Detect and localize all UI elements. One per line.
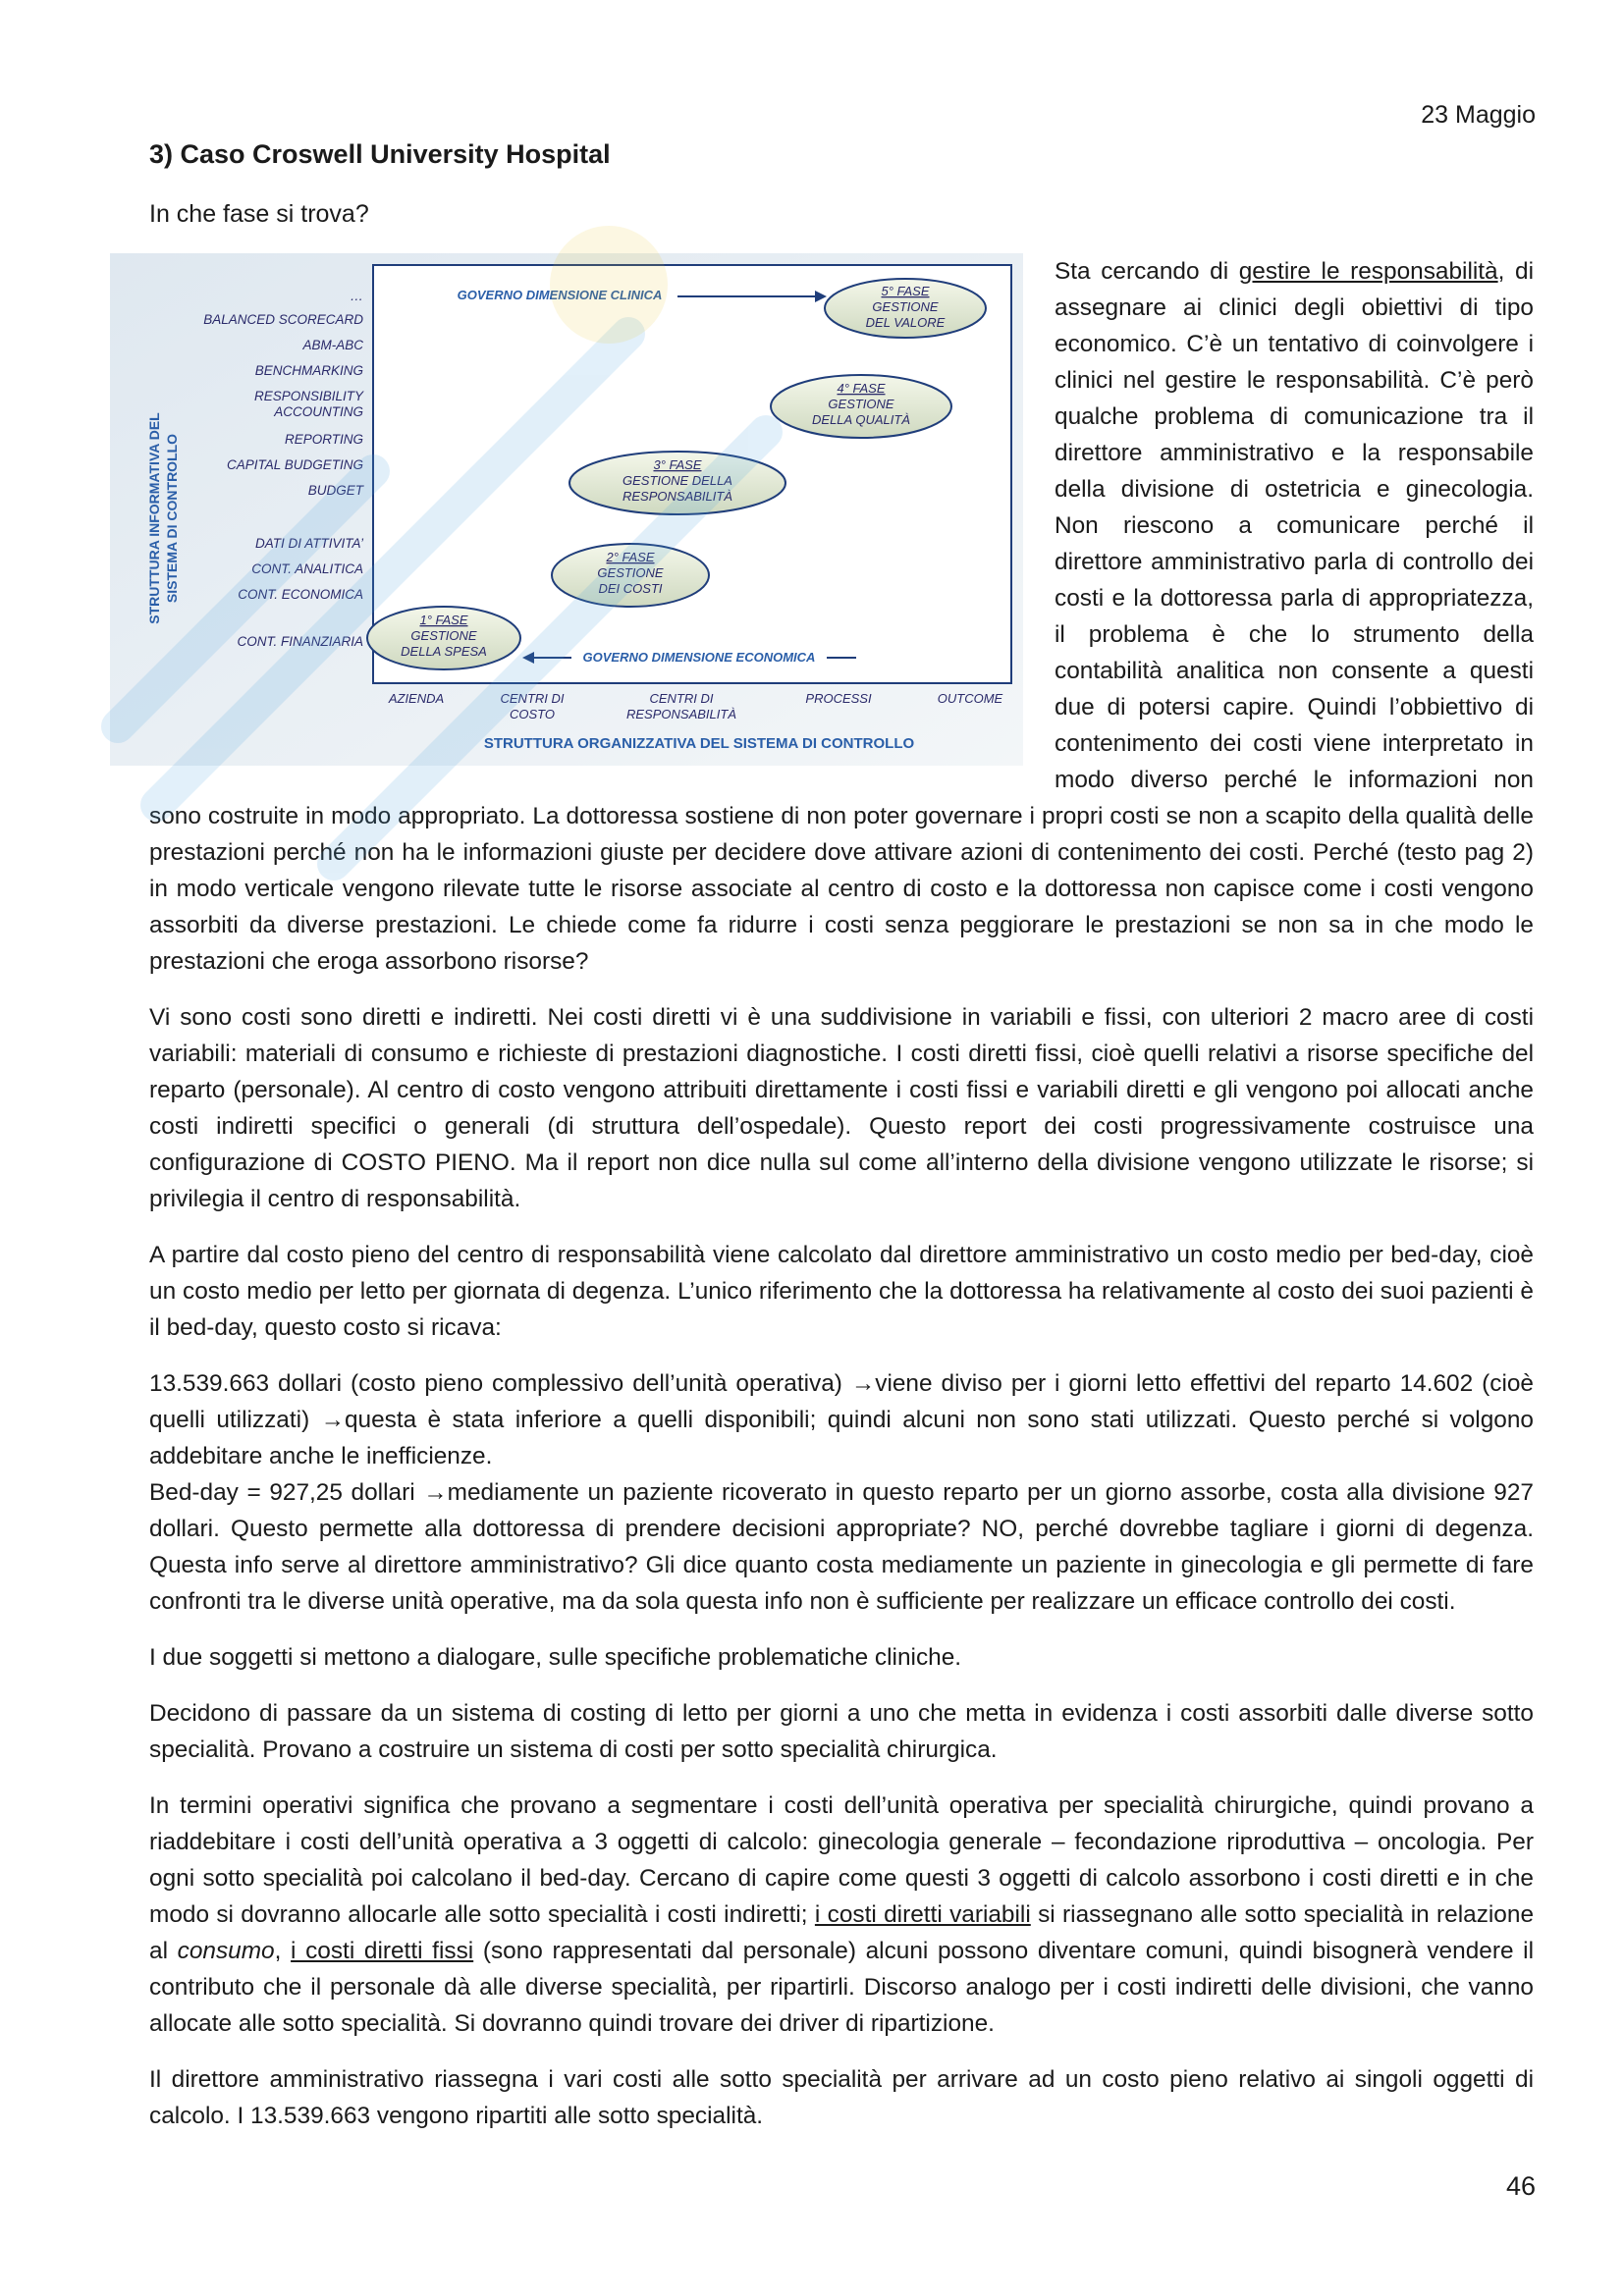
para1-text-b: , di assegnare ai clinici degli obiettivi di tipo economico. C’è un tentativo di coinvolgere i clinici nel gestire le responsabilità. C’è però qualche problema di comunicazione tra il direttore amministrativo e la responsabile della divisione di ostetricia e ginecologia. Non riescono a comunicare perché il direttore amministrativo parla di controllo dei costi e la dottoressa parla di appropriatezza, il problema è che lo strumento della contabilità analitica non consente a questi due di potersi capire. Quindi l’obbiettivo di contenimento dei costi viene interpretato in modo diverso perché le informazioni non sono costruite in modo appropriato. La dottoressa sostiene di non poter governare i propri costi se non a scapito della qualità delle prestazioni perché non ha le informazioni giuste per decidere dove attivare azioni di contenimento dei costi. Perché (testo pag 2) in modo verticale vengono rilevate tutte le risorse associate al centro di costo e la dottoressa non capisce come i costi vengono assorbiti da diverse prestazioni. Le chiede come fa ridurre i costi senza peggiorare le prestazioni se non sa in che modo le prestazioni che eroga assorbono risorse? bbox=[149, 258, 1534, 975]
phase-5 bbox=[825, 279, 986, 338]
paragraph-5: I due soggetti si mettono a dialogare, sulle specifiche problematiche cliniche. bbox=[149, 1644, 962, 1671]
x-label: PROCESSI bbox=[805, 691, 872, 706]
question-line: In che fase si trova? bbox=[149, 200, 369, 228]
left-label: … bbox=[350, 289, 363, 303]
para7-text-b: si riassegnano alle sotto specialità in relazione al bbox=[149, 1901, 1535, 1964]
arrow-icon: → bbox=[850, 1370, 876, 1397]
arrow-icon: → bbox=[320, 1407, 345, 1433]
x-label: AZIENDA bbox=[388, 691, 445, 706]
x-label: COSTO bbox=[510, 707, 555, 721]
phase-4 bbox=[771, 375, 951, 438]
phase-1 bbox=[367, 607, 520, 669]
phase-label: GESTIONE bbox=[828, 397, 894, 411]
paragraph-7 bbox=[149, 1788, 1534, 2042]
left-label: CAPITAL BUDGETING bbox=[226, 457, 363, 472]
left-label: REPORTING bbox=[284, 432, 363, 447]
left-label: CONT. ANALITICA bbox=[251, 561, 363, 576]
para4-text-e: mediamente un paziente ricoverato in questo reparto per un giorno assorbe, costa alla divisione 927 dollari. Questo permette alla dottoressa di prendere decisioni appropriate? NO, perché dovrebbe tagliare i giorni di degenza. Questa info serve al direttore amministrativo? Gli dice quanto costa mediamente un paziente in ginecologia e gli permette di fare confronti tra le diverse unità operative, ma da sola questa info non è sufficiente per realizzare un efficace controllo dei costi. bbox=[149, 1479, 1534, 1615]
left-label: CONT. FINANZIARIA bbox=[237, 634, 363, 649]
left-label: BALANCED SCORECARD bbox=[203, 312, 363, 327]
x-label: OUTCOME bbox=[937, 691, 1003, 706]
para7-italic: consumo bbox=[177, 1938, 275, 1964]
section-title: 3) Caso Croswell University Hospital bbox=[149, 139, 611, 169]
arrow-icon: → bbox=[423, 1479, 448, 1506]
phase-3 bbox=[569, 452, 785, 514]
para1-underlined: gestire le responsabilità bbox=[1238, 258, 1498, 285]
paragraph-6: Decidono di passare da un sistema di costing di letto per giorni a uno che metta in evidenza i costi assorbiti dalle diverse sotto specialità. Provano a costruire un sistema di costi per sotto specialità chirurgica. bbox=[149, 1700, 1534, 1763]
x-label: CENTRI DI bbox=[500, 691, 565, 706]
phase-label: RESPONSABILITÀ bbox=[623, 489, 732, 504]
y-axis-title-2: SISTEMA DI CONTROLLO bbox=[164, 433, 180, 604]
left-label: BENCHMARKING bbox=[254, 363, 363, 378]
phase-title: 2° FASE bbox=[606, 550, 655, 564]
phase-title: 1° FASE bbox=[419, 613, 468, 627]
para4-text-b: viene diviso per i giorni letto effettivi del reparto 14.602 (cioè quelli utilizzati) bbox=[149, 1370, 1534, 1433]
para7-underlined-1: i costi diretti variabili bbox=[814, 1901, 1031, 1928]
phase-label: GESTIONE DELLA bbox=[623, 473, 732, 488]
para4-text-d: Bed-day = 927,25 dollari bbox=[149, 1479, 424, 1506]
paragraph-8: Il direttore amministrativo riassegna i vari costi alle sotto specialità per arrivare ad un costo pieno relativo ai singoli oggetti di calcolo. I 13.539.663 vengono ripartiti alle sotto specialità. bbox=[149, 2066, 1534, 2129]
phase-label: GESTIONE bbox=[597, 565, 664, 580]
paragraph-2: Vi sono costi sono diretti e indiretti. Nei costi diretti vi è una suddivisione in variabili e fissi, con ulteriori 2 macro aree di costi variabili: materiali di consumo e richieste di prestazioni diagnostiche. I costi diretti fissi, cioè quelli relativi a risorse specifiche del reparto (personale). Al centro di costo vengono attribuiti direttamente i costi fissi e variabili diretti e gli vengono poi allocati anche costi indiretti specifici o generali (di struttura dell’ospedale). Questo report dei costi progressivamente costruisce una configurazione di COSTO PIENO. Ma il report non dice nulla sul come all’interno della divisione vengono utilizzate le risorse; si privilegia il centro di responsabilità. bbox=[149, 1004, 1534, 1212]
phase-label: DELLA QUALITÀ bbox=[812, 412, 910, 427]
paragraph-3: A partire dal costo pieno del centro di responsabilità viene calcolato dal direttore amministrativo un costo medio per bed-day, cioè un costo medio per letto per giornata di degenza. L’unico riferimento che la dottoressa ha relativamente al costo dei suoi pazienti è il bed-day, questo costo si ricava: bbox=[149, 1242, 1534, 1341]
bottom-arrow-label: GOVERNO DIMENSIONE ECONOMICA bbox=[582, 650, 816, 665]
top-arrow-label: GOVERNO DIMENSIONE CLINICA bbox=[457, 288, 663, 302]
left-label: BUDGET bbox=[307, 483, 363, 498]
left-label: CONT. ECONOMICA bbox=[238, 587, 363, 602]
phase-label: DEI COSTI bbox=[598, 581, 663, 596]
bottom-arrow bbox=[522, 648, 856, 667]
phase-label: GESTIONE bbox=[410, 628, 477, 643]
x-label: CENTRI DI bbox=[649, 691, 714, 706]
phase-title: 3° FASE bbox=[653, 457, 702, 472]
para7-text-d: (sono rappresentati dal personale) alcuni possono diventare comuni, quindi bisognerà vendere il contributo che il personale dà alle diverse specialità, per ripartirli. Discorso analogo per i costi indiretti delle divisioni, che vanno allocate alle sotto specialità. Si dovranno quindi trovare dei driver di ripartizione. bbox=[149, 1938, 1534, 2037]
phase-2 bbox=[552, 544, 709, 607]
phase-title: 5° FASE bbox=[881, 284, 930, 298]
left-label: RESPONSIBILITY bbox=[253, 389, 363, 403]
para7-underlined-2: i costi diretti fissi bbox=[291, 1938, 474, 1964]
left-label: ACCOUNTING bbox=[274, 404, 363, 419]
para4-text-c: questa è stata inferiore a quelli disponibili; quindi alcuni non sono stati utilizzati. Questo perché si volgono addebitare anche le inefficienze. bbox=[149, 1407, 1534, 1469]
y-axis-title-1: STRUTTURA INFORMATIVA DEL bbox=[146, 412, 162, 624]
phase-label: GESTIONE bbox=[872, 299, 939, 314]
left-label: ABM-ABC bbox=[302, 338, 363, 352]
phase-label: DEL VALORE bbox=[865, 315, 946, 330]
phases-diagram bbox=[110, 253, 1023, 766]
phase-title: 4° FASE bbox=[837, 381, 886, 396]
left-label: DATI DI ATTIVITA’ bbox=[255, 536, 363, 551]
para1-text-a: Sta cercando di bbox=[1055, 258, 1239, 285]
para7-text-c: , bbox=[274, 1938, 292, 1964]
phase-label: DELLA SPESA bbox=[401, 644, 487, 659]
body-text bbox=[146, 253, 1535, 2154]
para4-text-a: 13.539.663 dollari (costo pieno complessivo dell’unità operativa) bbox=[149, 1370, 851, 1397]
para7-text-a: In termini operativi significa che provano a segmentare i costi dell’unità operativa per specialità chirurgiche, quindi provano a riaddebitare i costi dell’unità operativa a 3 oggetti di calcolo: ginecologia generale – fecondazione riproduttiva – oncologia. Per ogni sotto specialità poi calcolano il bed-day. Cercano di capire come questi 3 oggetti di calcolo assorbono i costi diretti e in che modo si dovranno allocarle alle sotto specialità i costi indiretti; bbox=[149, 1792, 1534, 1928]
x-axis-title: STRUTTURA ORGANIZZATIVA DEL SISTEMA DI CONTROLLO bbox=[483, 735, 915, 752]
x-label: RESPONSABILITÀ bbox=[626, 707, 736, 721]
page-number: 46 bbox=[1505, 2171, 1536, 2201]
paragraph-4 bbox=[149, 1365, 1534, 1620]
header-date: 23 Maggio bbox=[1421, 101, 1536, 129]
